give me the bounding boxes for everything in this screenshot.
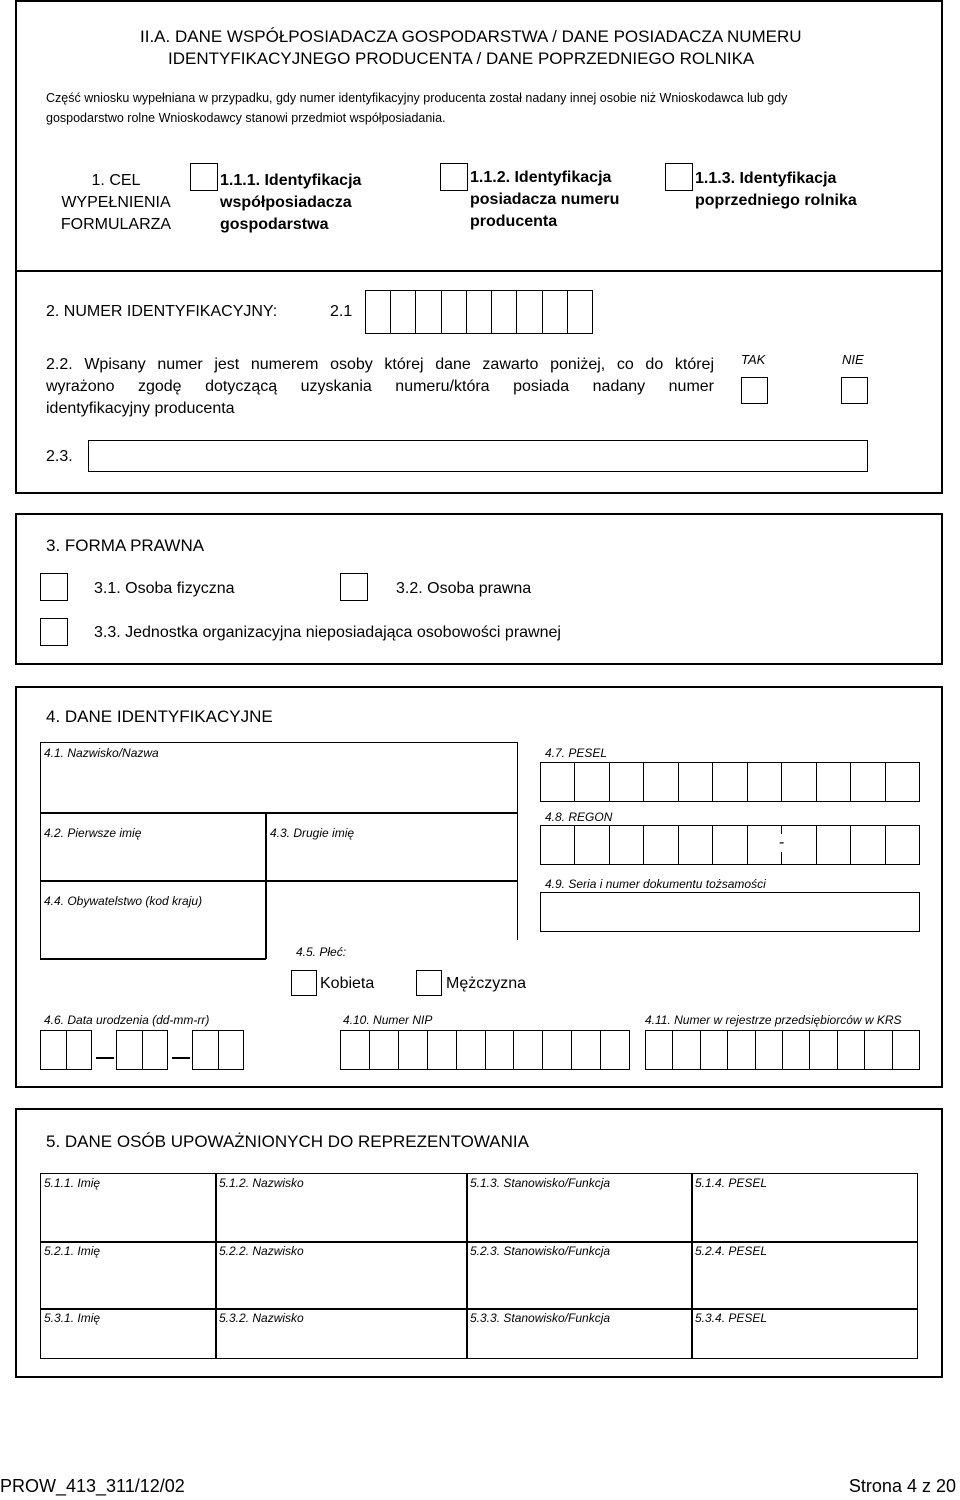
footer-page: Strona 4 z 20: [848, 1476, 956, 1496]
cel-option2-label: [470, 167, 619, 233]
cel-option1-checkbox[interactable]: [190, 163, 218, 191]
dane-f49-label: 4.9. Seria i numer dokumentu tożsamości: [545, 877, 766, 891]
forma-opt1-label: 3.1. Osoba fizyczna: [94, 580, 235, 597]
cel-option2-checkbox[interactable]: [440, 163, 468, 191]
repr-r1-pesel: 5.1.4. PESEL: [695, 1176, 768, 1190]
dane-f41-label: 4.1. Nazwisko/Nazwa: [44, 746, 159, 760]
forma-opt1-checkbox[interactable]: [40, 573, 68, 601]
numer-sub-23: 2.3.: [46, 448, 73, 465]
forma-opt3-label: 3.3. Jednostka organizacyjna nieposiadająca osobowości prawnej: [94, 624, 561, 641]
dane-data-sep2: [172, 1057, 190, 1059]
dane-obyw-right: [265, 881, 267, 959]
dane-drugie-imie-field[interactable]: [268, 840, 516, 878]
cel-option1-line3: gospodarstwa: [220, 216, 329, 233]
repr-hline1: [40, 1241, 918, 1243]
dane-f411-label: 4.11. Numer w rejestrze przedsiębiorców w KRS: [645, 1013, 902, 1027]
cel-label: [46, 170, 186, 236]
repr-r2-imie: 5.2.1. Imię: [44, 1244, 101, 1258]
numer-q22: [46, 354, 714, 420]
repr-vline3: [691, 1173, 693, 1359]
repr-r1-imie: 5.1.1. Imię: [44, 1176, 101, 1190]
cel-option3-line1: 1.1.3. Identyfikacja: [695, 170, 837, 187]
repr-r2-nazwisko: 5.2.2. Nazwisko: [219, 1244, 304, 1258]
cel-option2-line3: producenta: [470, 213, 558, 230]
numer-q22-line1: 2.2. Wpisany numer jest numerem osoby której dane zawarto poniżej, co do której: [46, 356, 714, 373]
forma-opt3-checkbox[interactable]: [40, 618, 68, 646]
dane-mezczyzna-label: Mężczyzna: [446, 975, 527, 992]
dane-nazwisko-field[interactable]: [42, 760, 516, 810]
dane-kobieta-checkbox[interactable]: [291, 970, 317, 996]
cel-option3-checkbox[interactable]: [665, 163, 693, 191]
cel-option3-line2: poprzedniego rolnika: [695, 192, 857, 209]
dane-krs-cells[interactable]: [645, 1030, 920, 1070]
numer-q22-line2: wyrażono zgodę dotyczącą uzyskania numeru/która posiada nadany numer: [46, 378, 714, 395]
dane-name-divider1: [40, 812, 518, 814]
repr-r2-pesel: 5.2.4. PESEL: [695, 1244, 768, 1258]
dane-f410-label: 4.10. Numer NIP: [343, 1013, 433, 1027]
dane-f42-label: 4.2. Pierwsze imię: [44, 826, 142, 840]
cel-label-line3: FORMULARZA: [60, 216, 172, 233]
numer-tak-checkbox[interactable]: [741, 377, 768, 404]
numer-tak-label: TAK: [741, 352, 766, 367]
cel-label-line1: 1. CEL: [91, 172, 141, 189]
dane-f46-label: 4.6. Data urodzenia (dd-mm-rr): [44, 1013, 210, 1027]
dane-regon-cells[interactable]: [540, 825, 920, 865]
dane-obyw-bottom: [40, 958, 266, 960]
cel-option1-line1: 1.1.1. Identyfikacja: [220, 172, 362, 189]
repr-title: 5. DANE OSÓB UPOWAŻNIONYCH DO REPREZENTOWANIA: [46, 1132, 529, 1151]
dane-mezczyzna-checkbox[interactable]: [416, 970, 442, 996]
numer-q22-line3: identyfikacyjny producenta: [46, 400, 235, 417]
dane-f43-label: 4.3. Drugie imię: [270, 826, 355, 840]
dane-pierwsze-imie-field[interactable]: [42, 840, 263, 878]
numer-nie-label: NIE: [842, 352, 864, 367]
section-separator: [15, 270, 943, 272]
dane-title: 4. DANE IDENTYFIKACYJNE: [46, 707, 273, 726]
cel-label-line2: WYPEŁNIENIA: [61, 194, 171, 211]
dane-f47-label: 4.7. PESEL: [545, 746, 608, 760]
dane-kobieta-label: Kobieta: [320, 975, 375, 992]
repr-r1-nazwisko: 5.1.2. Nazwisko: [219, 1176, 304, 1190]
dane-data-dd[interactable]: [40, 1030, 92, 1070]
footer-code: PROW_413_311/12/02: [0, 1476, 185, 1496]
dane-data-mm[interactable]: [116, 1030, 168, 1070]
header-note-line1: Część wniosku wypełniana w przypadku, gdy numer identyfikacyjny producenta został nadany innej osobie niż Wnioskodawca lub gdy: [46, 91, 788, 105]
header-title-line2: IDENTYFIKACYJNEGO PRODUCENTA / DANE POPRZEDNIEGO ROLNIKA: [168, 49, 755, 68]
numer-23-field[interactable]: [88, 440, 868, 472]
cel-option2-line2: posiadacza numeru: [470, 191, 620, 208]
repr-table: [40, 1173, 918, 1359]
dane-regon-dash: -: [779, 834, 785, 851]
dane-name-vdivider: [265, 812, 267, 880]
forma-opt2-label: 3.2. Osoba prawna: [396, 580, 532, 597]
repr-r3-nazwisko: 5.3.2. Nazwisko: [219, 1311, 304, 1325]
numer-identyfikacyjny-cells[interactable]: [365, 290, 593, 334]
numer-sub-21: 2.1: [330, 303, 353, 320]
cel-option3-label: [695, 168, 857, 212]
dane-f44-label: 4.4. Obywatelstwo (kod kraju): [44, 894, 203, 908]
cel-option1-line2: współposiadacza: [220, 194, 352, 211]
repr-r3-pesel: 5.3.4. PESEL: [695, 1311, 768, 1325]
repr-vline1: [215, 1173, 217, 1359]
repr-vline2: [466, 1173, 468, 1359]
cel-option2-line1: 1.1.2. Identyfikacja: [470, 169, 612, 186]
header-title-line1: II.A. DANE WSPÓŁPOSIADACZA GOSPODARSTWA / DANE POSIADACZA NUMERU: [140, 27, 802, 46]
forma-title: 3. FORMA PRAWNA: [46, 536, 205, 555]
dane-data-sep1: [96, 1057, 114, 1059]
repr-r3-stanowisko: 5.3.3. Stanowisko/Funkcja: [470, 1311, 611, 1325]
numer-label: 2. NUMER IDENTYFIKACYJNY:: [46, 303, 278, 320]
dane-nip-cells[interactable]: [340, 1030, 630, 1070]
repr-r1-stanowisko: 5.1.3. Stanowisko/Funkcja: [470, 1176, 611, 1190]
dane-pesel-cells[interactable]: [540, 762, 920, 802]
dane-dokument-field[interactable]: [540, 892, 920, 932]
forma-opt2-checkbox[interactable]: [340, 573, 368, 601]
numer-nie-checkbox[interactable]: [841, 377, 868, 404]
header-note-line2: gospodarstwo rolne Wnioskodawcy stanowi przedmiot współposiadania.: [46, 111, 446, 125]
cel-option1-label: [220, 170, 361, 236]
repr-r3-imie: 5.3.1. Imię: [44, 1311, 101, 1325]
dane-data-rr[interactable]: [192, 1030, 244, 1070]
dane-f48-label: 4.8. REGON: [545, 810, 613, 824]
repr-r2-stanowisko: 5.2.3. Stanowisko/Funkcja: [470, 1244, 611, 1258]
dane-f45-label: 4.5. Płeć:: [296, 945, 347, 959]
repr-hline2: [40, 1308, 918, 1310]
dane-name-divider2: [40, 880, 518, 882]
